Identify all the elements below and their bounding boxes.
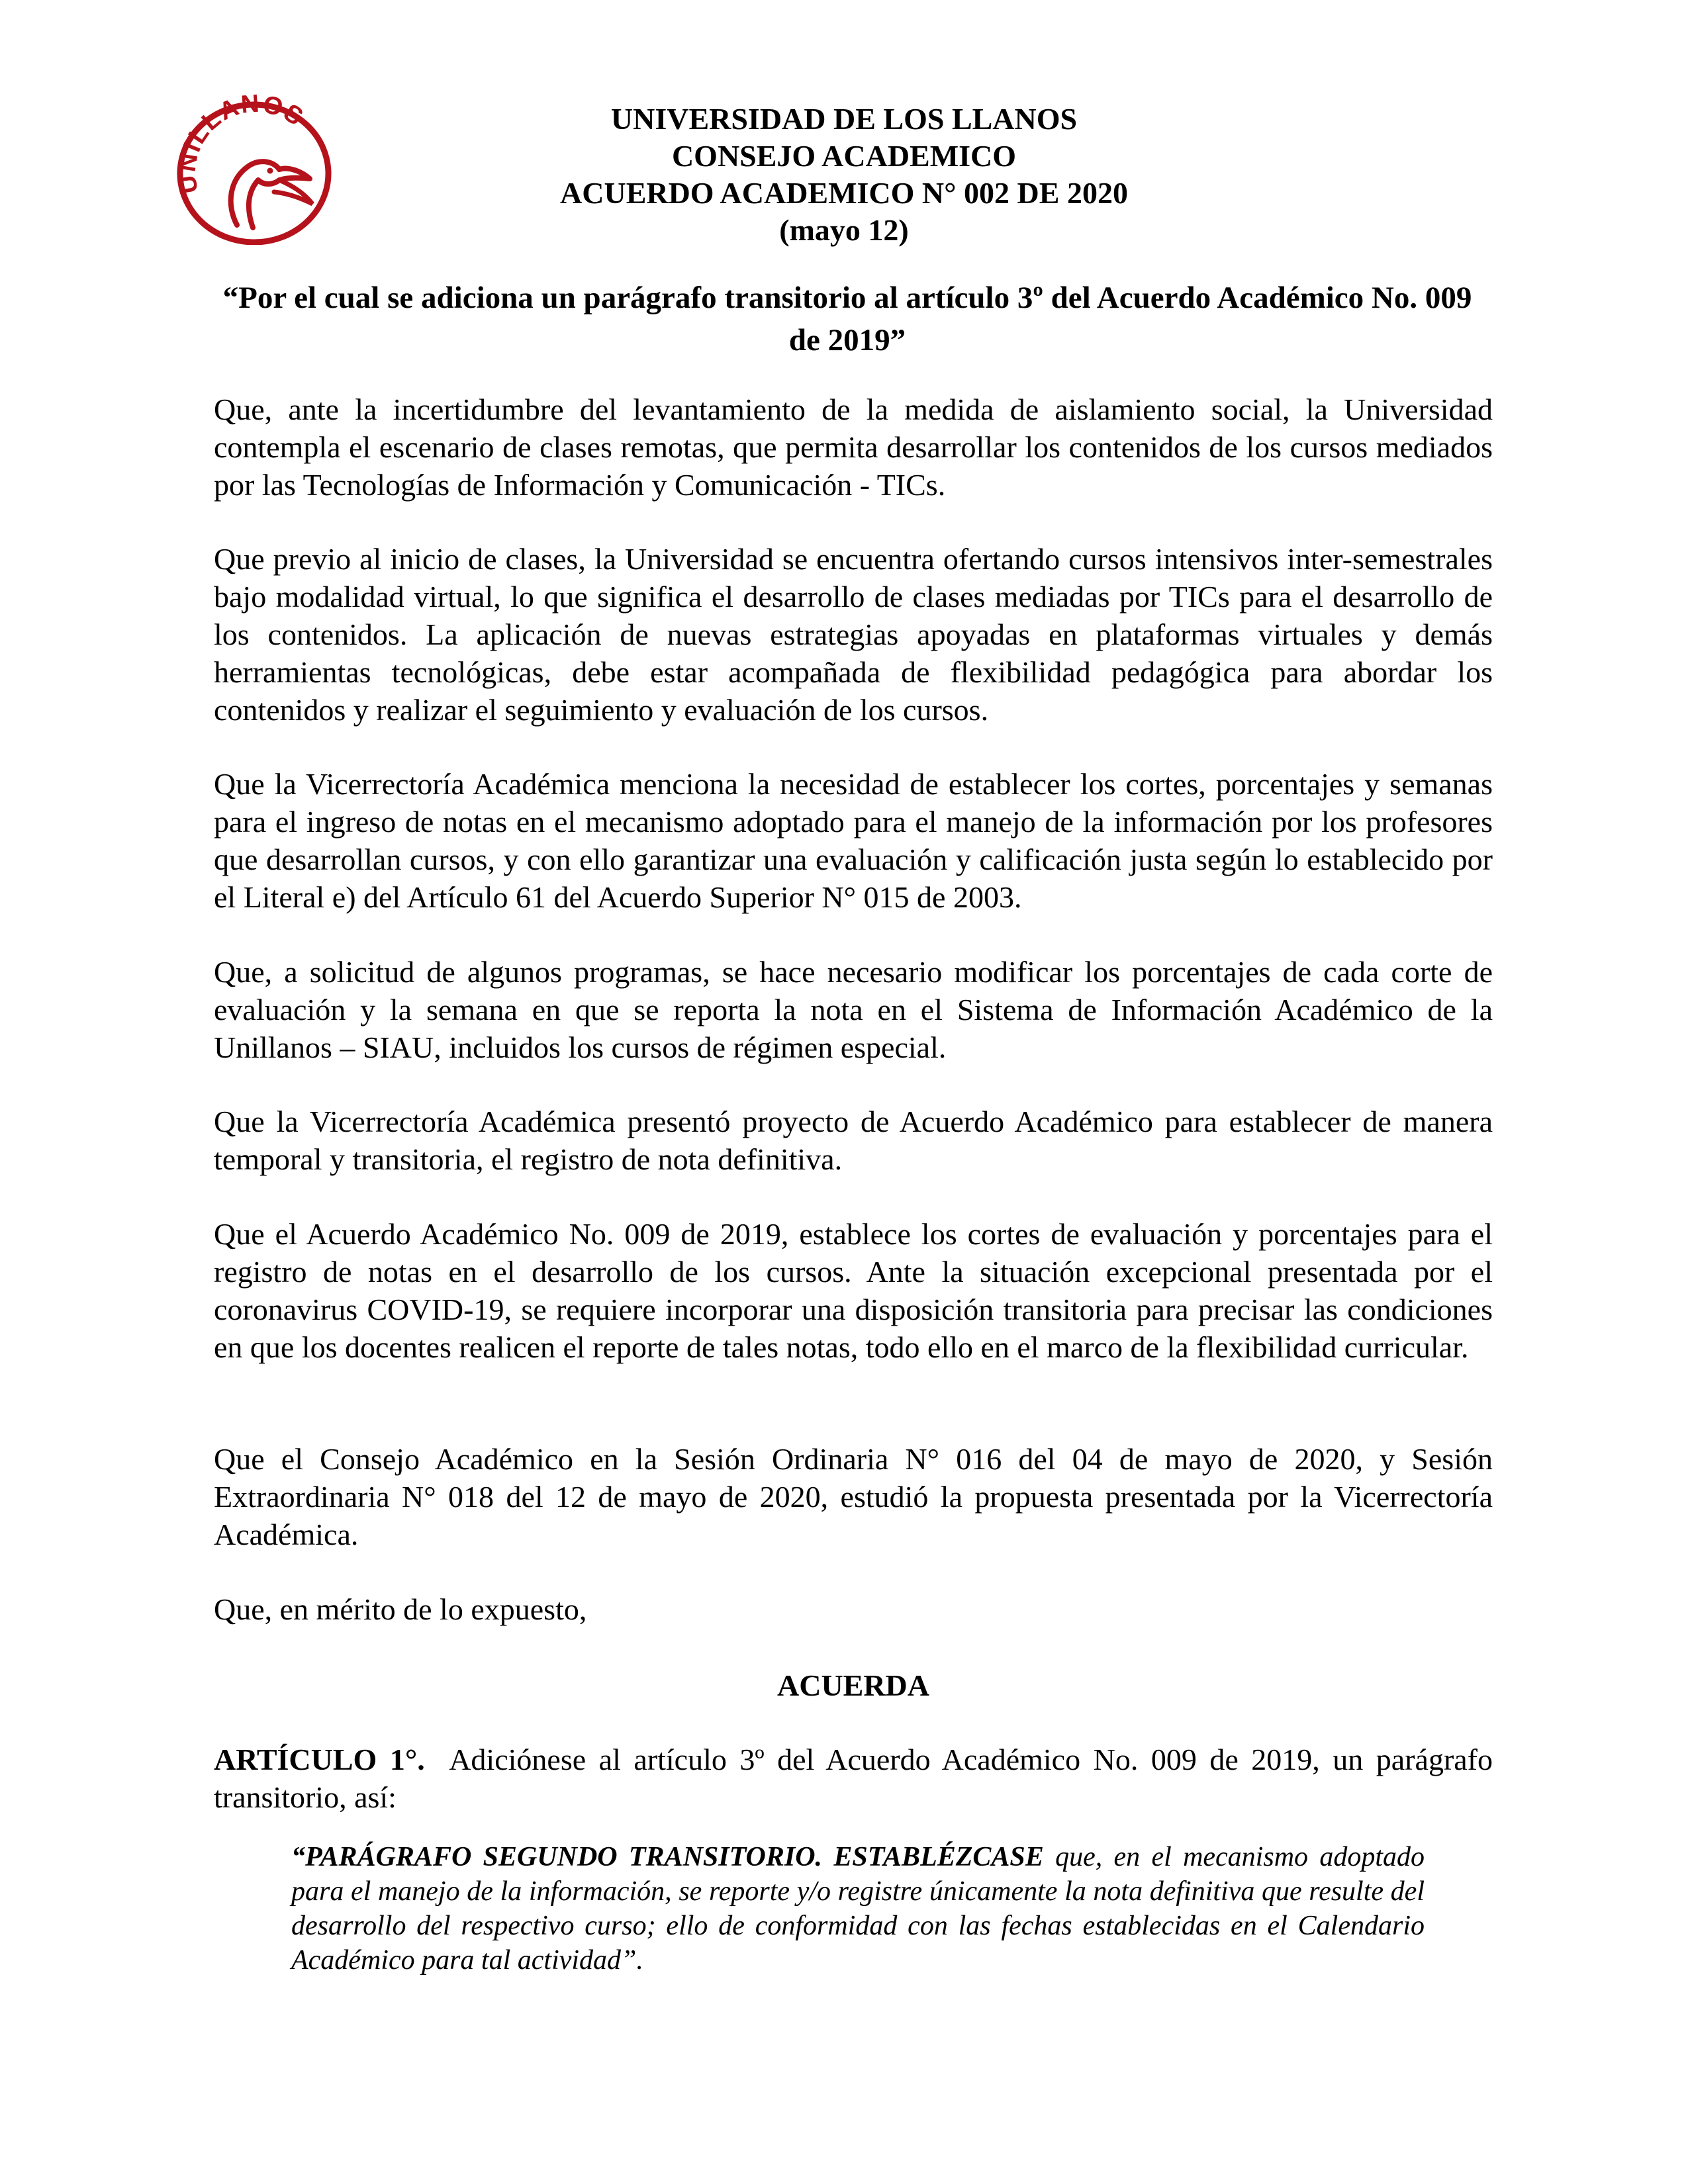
document-title: “Por el cual se adiciona un parágrafo transitorio al artículo 3º del Acuerdo Académico No. 009 de 2019” [222,281,1472,357]
header-council: CONSEJO ACADEMICO [671,139,1017,173]
unillanos-logo [173,93,332,245]
paragraph-7: Que el Consejo Académico en la Sesión Ordinaria N° 016 del 04 de mayo de 2020, y Sesión Extraordinaria N° 018 del 12 de mayo de 2020, estudió la propuesta presentada por la Vicerrectoría Académica. [214,1442,1493,1551]
quote-lead: “PARÁGRAFO SEGUNDO TRANSITORIO. ESTABLÉZCASE [291,1842,1044,1872]
paragraph-6: Que el Acuerdo Académico No. 009 de 2019, establece los cortes de evaluación y porcentajes para el registro de notas en el desarrollo de los cursos. Ante la situación excepcional presentada por el coronavirus COVID-19, se requiere incorporar una disposición transitoria para precisar las condiciones en que los docentes realicen el reporte de tales notas, todo ello en el marco de la flexibilidad curricular. [214,1217,1493,1364]
article-1-label: ARTÍCULO 1°. [214,1743,425,1776]
paragraph-4: Que, a solicitud de algunos programas, se hace necesario modificar los porcentajes de cada corte de evaluación y la semana en que se reporta la nota en el Sistema de Información Académico de la Unillanos – SIAU, incluidos los cursos de régimen especial. [214,955,1493,1064]
article-1-text: Adiciónese al artículo 3º del Acuerdo Académico No. 009 de 2019, un parágrafo transitorio, así: [214,1743,1493,1814]
logo-text: UNILLANOS [173,93,309,196]
paragraph-1: Que, ante la incertidumbre del levantamiento de la medida de aislamiento social, la Universidad contempla el escenario de clases remotas, que permita desarrollar los contenidos de los cursos mediados por las Tecnologías de Información y Comunicación - TICs. [214,392,1493,502]
article-1 [214,1741,1493,1816]
paragraph-5: Que la Vicerrectoría Académica presentó proyecto de Acuerdo Académico para establecer de manera temporal y transitoria, el registro de nota definitiva. [214,1105,1493,1176]
paragraph-8: Que, en mérito de lo expuesto, [214,1592,587,1626]
quote-text: que, en el mecanismo adoptado para el manejo de la información, se reporte y/o registre únicamente la nota definitiva que resulte del desarrollo del respectivo curso; ello de conformidad con las fechas establecidas en el Calendario Académico para tal actividad”. [291,1842,1425,1976]
paragraph-3: Que la Vicerrectoría Académica menciona la necesidad de establecer los cortes, porcentajes y semanas para el ingreso de notas en el mecanismo adoptado para el manejo de la información por los profesores que desarrollan cursos, y con ello garantizar una evaluación y calificación justa según lo establecido por el Literal e) del Artículo 61 del Acuerdo Superior N° 015 de 2003. [214,767,1493,914]
header-university: UNIVERSIDAD DE LOS LLANOS [610,102,1078,136]
paragraph-2: Que previo al inicio de clases, la Universidad se encuentra ofertando cursos intensivos inter-semestrales bajo modalidad virtual, lo que significa el desarrollo de clases mediadas por TICs para el desarrollo de los contenidos. La aplicación de nuevas estrategias apoyadas en plataformas virtuales y demás herramientas tecnológicas, debe estar acompañada de flexibilidad pedagógica para abordar los contenidos y realizar el seguimiento y evaluación de los cursos. [214,542,1493,727]
document-header [397,101,1291,249]
section-heading-acuerda: ACUERDA [777,1668,929,1702]
transitory-paragraph-quote [291,1840,1425,1978]
header-agreement-number: ACUERDO ACADEMICO N° 002 DE 2020 [560,176,1128,210]
header-date: (mayo 12) [779,213,909,247]
